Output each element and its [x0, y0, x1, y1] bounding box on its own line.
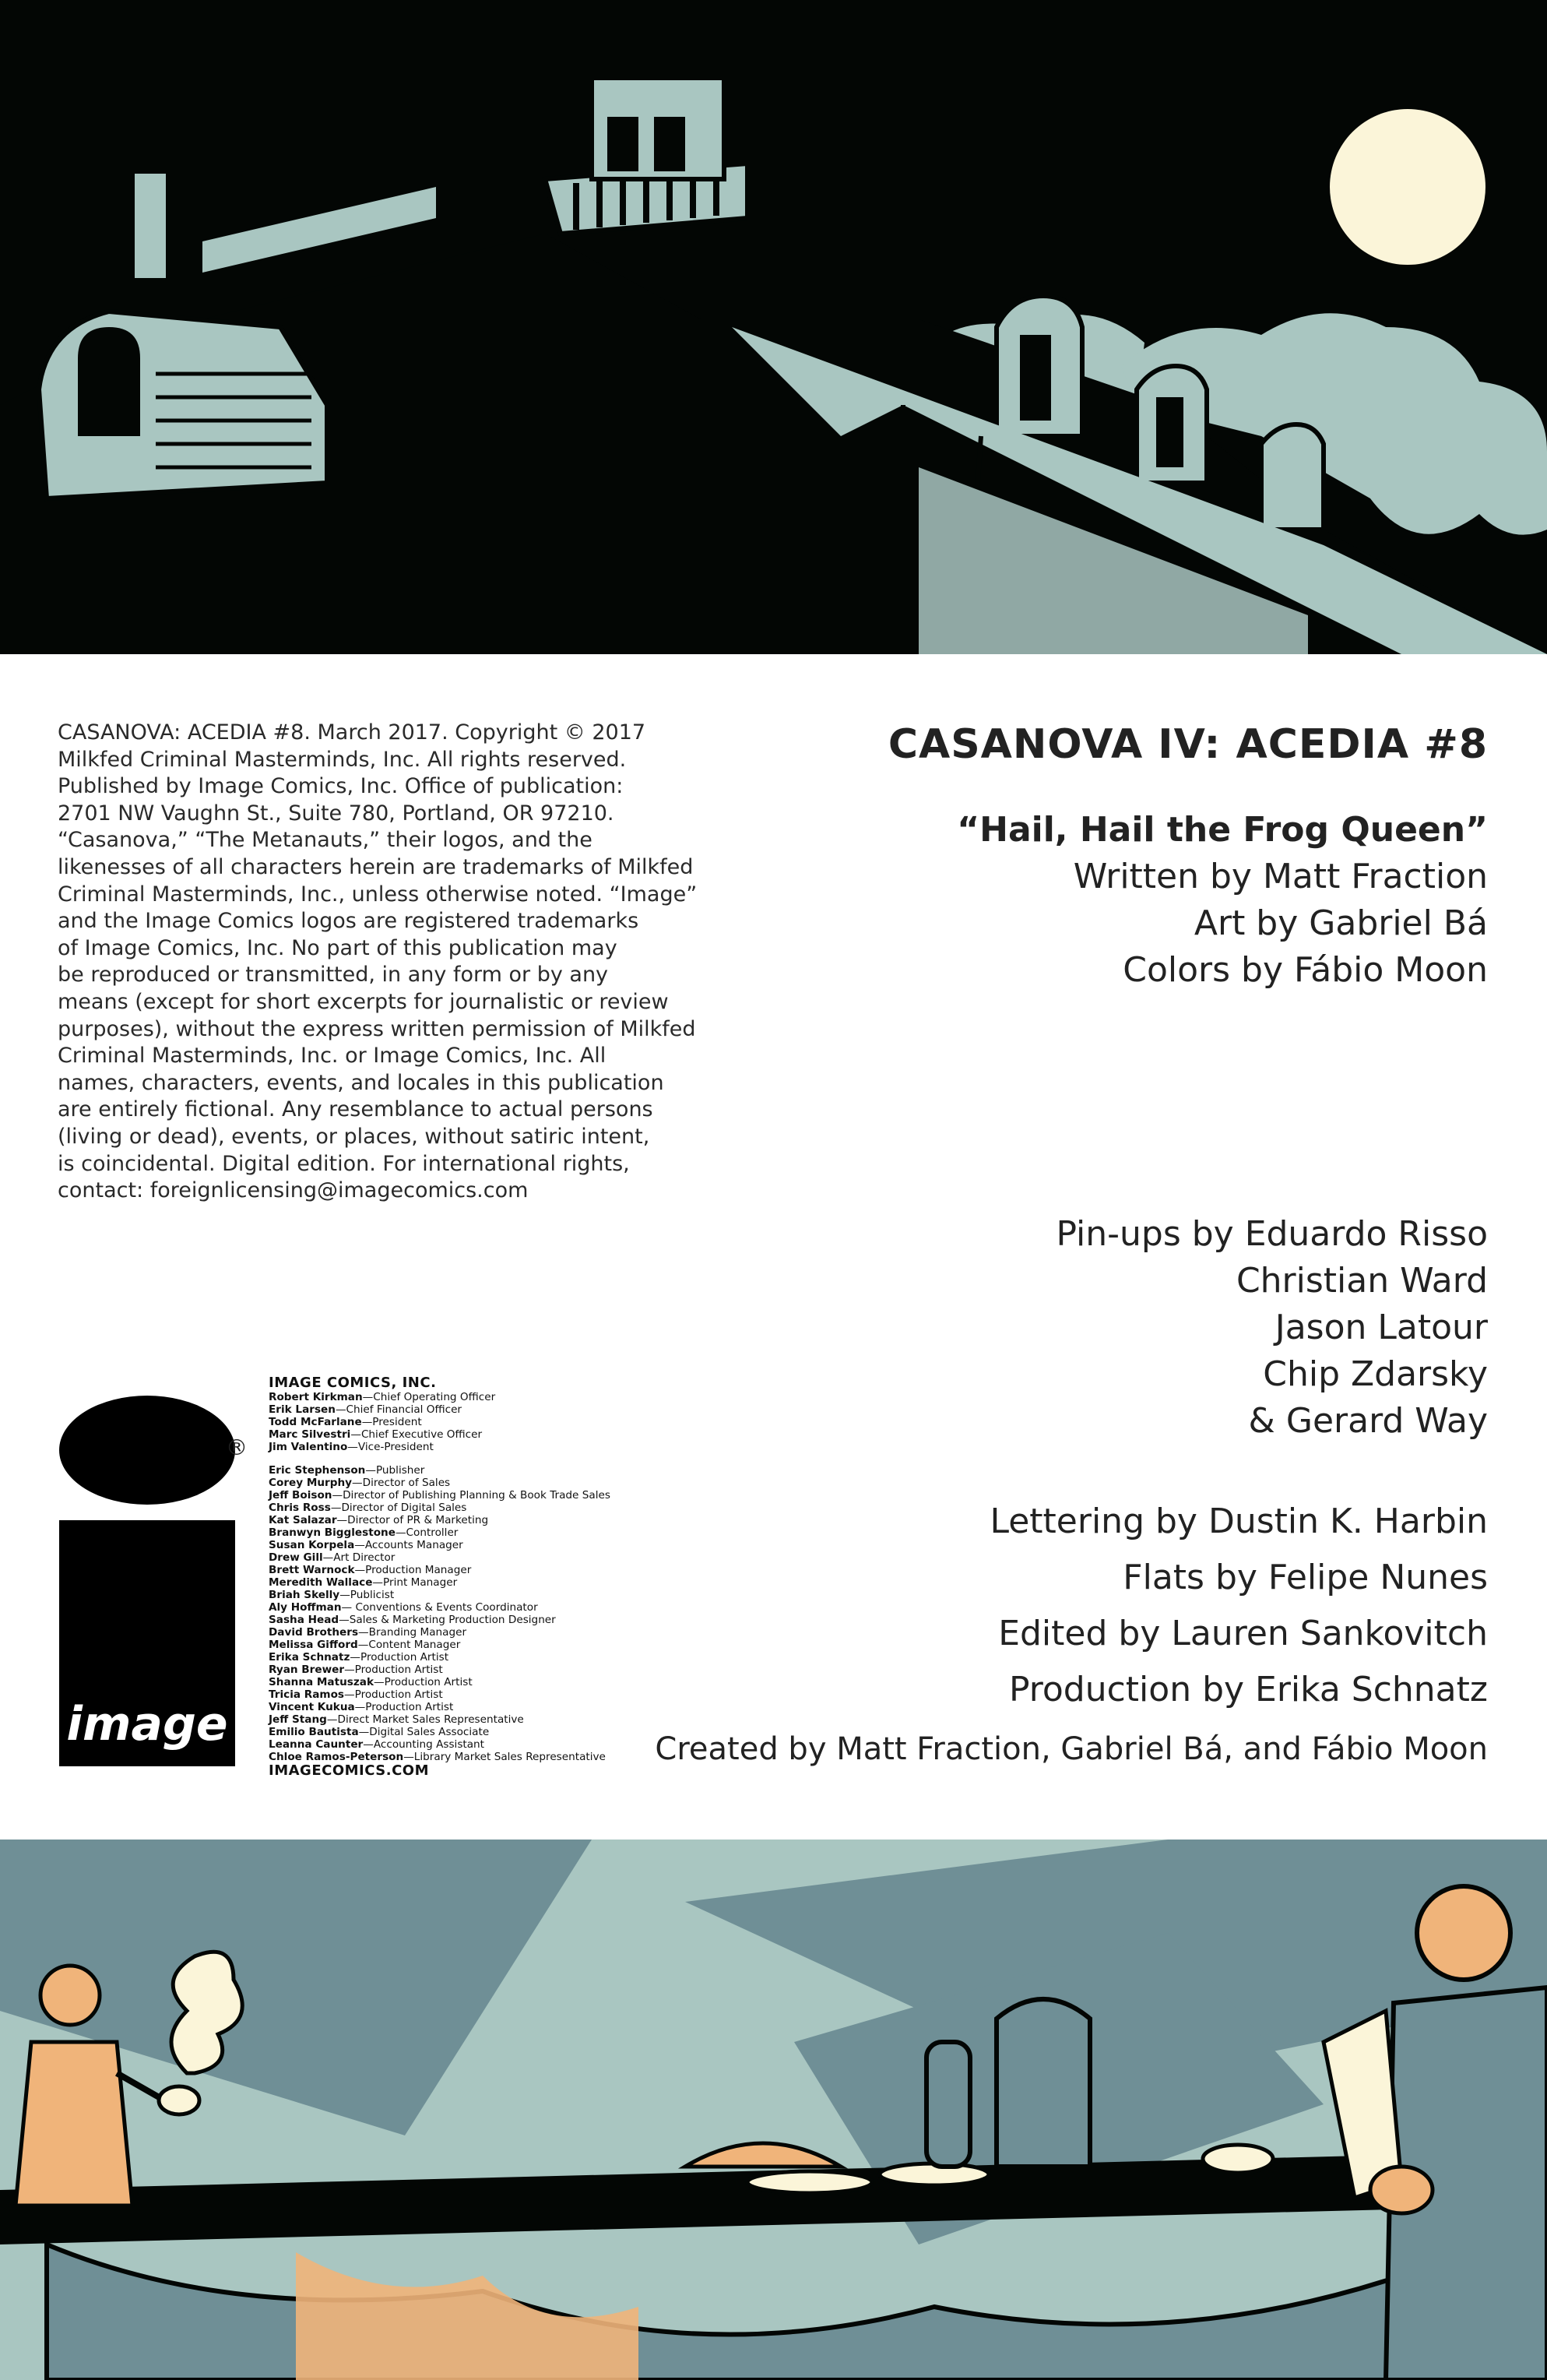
legal-line: Criminal Masterminds, Inc. or Image Comics, Inc. All: [58, 1044, 606, 1069]
top-illustration: [0, 0, 1547, 654]
night-rooftop-illustration: [0, 0, 1547, 654]
created-by-credit: Created by Matt Fraction, Gabriel Bá, and Fábio Moon: [655, 1731, 1488, 1767]
legal-line: CASANOVA: ACEDIA #8. March 2017. Copyright © 2017: [58, 720, 646, 745]
moon-shape: [1330, 109, 1485, 265]
staff-row: Ryan Brewer—Production Artist: [269, 1664, 443, 1676]
staff-row: Corey Murphy—Director of Sales: [269, 1477, 451, 1489]
staff-row: Sasha Head—Sales & Marketing Production Designer: [269, 1614, 556, 1626]
legal-line: likenesses of all characters herein are trademarks of Milkfed: [58, 854, 694, 879]
staff-row: Chris Ross—Director of Digital Sales: [269, 1502, 467, 1514]
staff-row: Jeff Stang—Direct Market Sales Representative: [269, 1713, 524, 1726]
staff-row: Jeff Boison—Director of Publishing Planning & Book Trade Sales: [269, 1489, 610, 1502]
pinup-credit: Jason Latour: [1275, 1308, 1488, 1347]
legal-line: Published by Image Comics, Inc. Office of publication:: [58, 774, 624, 799]
legal-line: Criminal Masterminds, Inc., unless otherwise noted. “Image”: [58, 882, 698, 907]
art-credit: Art by Gabriel Bá: [1194, 903, 1488, 943]
lettering-credit: Lettering by Dustin K. Harbin: [990, 1502, 1488, 1541]
legal-line: “Casanova,” “The Metanauts,” their logos, and the: [58, 828, 592, 853]
legal-line: and the Image Comics logos are registered trademarks: [58, 909, 639, 934]
staff-row: Meredith Wallace—Print Manager: [269, 1576, 458, 1589]
pinup-credit: Chip Zdarsky: [1263, 1354, 1488, 1394]
staff-row: Emilio Bautista—Digital Sales Associate: [269, 1726, 490, 1738]
staff-row: Aly Hoffman— Conventions & Events Coordinator: [269, 1601, 538, 1614]
staff-row: Tricia Ramos—Production Artist: [269, 1688, 443, 1701]
production-credits: [990, 1494, 1488, 1718]
editor-credit: Edited by Lauren Sankovitch: [998, 1614, 1488, 1653]
breakfast-table-illustration: [0, 1840, 1547, 2380]
legal-line: (living or dead), events, or places, without satiric intent,: [58, 1124, 650, 1149]
publisher-heading: IMAGE COMICS, INC.: [269, 1375, 437, 1391]
staff-row: Brett Warnock—Production Manager: [269, 1564, 472, 1576]
story-credits: [957, 807, 1488, 994]
legal-line: 2701 NW Vaughn St., Suite 780, Portland, OR 97210.: [58, 801, 614, 826]
staff-row: Vincent Kukua—Production Artist: [269, 1701, 454, 1713]
legal-line: purposes), without the express written permission of Milkfed: [58, 1016, 696, 1041]
story-title: “Hail, Hail the Frog Queen”: [957, 810, 1488, 850]
legal-line: be reproduced or transmitted, in any form or by any: [58, 963, 609, 988]
staff-row: Robert Kirkman—Chief Operating Officer: [269, 1391, 496, 1403]
staff-row: Eric Stephenson—Publisher: [269, 1464, 425, 1477]
series-title: CASANOVA IV: ACEDIA #8: [888, 721, 1488, 768]
staff-row: Todd McFarlane—President: [269, 1416, 422, 1428]
image-comics-logo: [58, 1380, 237, 1766]
staff-row: Melissa Gifford—Content Manager: [269, 1639, 461, 1651]
legal-line: are entirely fictional. Any resemblance to actual persons: [58, 1097, 653, 1122]
colors-credit: Colors by Fábio Moon: [1123, 950, 1488, 990]
legal-line: names, characters, events, and locales in this publication: [58, 1070, 664, 1095]
registered-mark: ®: [226, 1435, 248, 1460]
writer-credit: Written by Matt Fraction: [1073, 857, 1488, 896]
image-logo-icon: [58, 1380, 237, 1766]
pinup-credit: Christian Ward: [1236, 1261, 1488, 1301]
bottom-illustration: [0, 1840, 1547, 2380]
staff-row: Drew Gill—Art Director: [269, 1551, 396, 1564]
staff-row: Kat Salazar—Director of PR & Marketing: [269, 1514, 489, 1526]
staff-row: Chloe Ramos-Peterson—Library Market Sales Representative: [269, 1751, 606, 1763]
staff-row: David Brothers—Branding Manager: [269, 1626, 467, 1639]
pinup-credit: Pin-ups by Eduardo Risso: [1056, 1214, 1488, 1254]
legal-line: means (except for short excerpts for journalistic or review: [58, 989, 669, 1014]
staff-row: Branwyn Bigglestone—Controller: [269, 1526, 459, 1539]
staff-row: Marc Silvestri—Chief Executive Officer: [269, 1428, 483, 1441]
staff-row: Susan Korpela—Accounts Manager: [269, 1539, 463, 1551]
image-logo-wordmark: image: [66, 1697, 228, 1752]
publisher-staff-list: [269, 1375, 767, 1779]
staff-row: Leanna Caunter—Accounting Assistant: [269, 1738, 485, 1751]
staff-row: Erik Larsen—Chief Financial Officer: [269, 1403, 462, 1416]
legal-line: of Image Comics, Inc. No part of this publication may: [58, 935, 617, 960]
pinup-credit: & Gerard Way: [1248, 1401, 1488, 1441]
staff-row: Erika Schnatz—Production Artist: [269, 1651, 449, 1664]
legal-indicia: [58, 720, 698, 1205]
legal-line: Milkfed Criminal Masterminds, Inc. All rights reserved.: [58, 747, 627, 772]
flats-credit: Flats by Felipe Nunes: [1123, 1558, 1488, 1597]
publisher-website: IMAGECOMICS.COM: [269, 1762, 430, 1779]
staff-row: Shanna Matuszak—Production Artist: [269, 1676, 473, 1688]
legal-line: is coincidental. Digital edition. For international rights,: [58, 1151, 630, 1176]
staff-row: Briah Skelly—Publicist: [269, 1589, 395, 1601]
legal-line: contact: foreignlicensing@imagecomics.com: [58, 1178, 529, 1203]
staff-row: Jim Valentino—Vice-President: [269, 1441, 434, 1453]
pinup-credits: [1056, 1211, 1488, 1445]
production-credit: Production by Erika Schnatz: [1008, 1670, 1488, 1709]
